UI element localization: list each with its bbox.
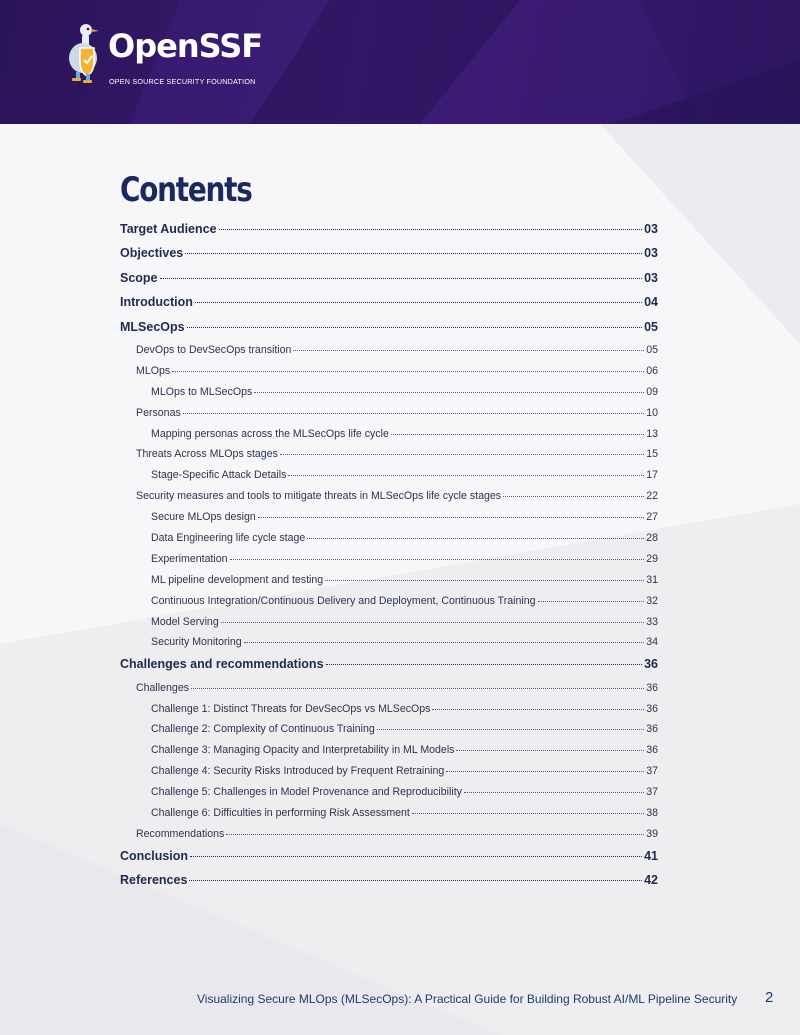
- logo-wordmark: OpenSSF: [108, 27, 263, 65]
- toc-entry[interactable]: [120, 807, 658, 828]
- toc-entry[interactable]: [120, 469, 658, 490]
- toc-entry-label: Stage-Specific Attack Details: [151, 469, 287, 482]
- toc-entry[interactable]: [120, 511, 658, 532]
- header-banner: [0, 0, 800, 124]
- toc-entry-label: Objectives: [120, 246, 184, 261]
- toc-entry-label: Security measures and tools to mitigate threats in MLSecOps life cycle stages: [136, 490, 502, 503]
- toc-entry[interactable]: [120, 873, 658, 897]
- toc-entry-page: 37: [646, 786, 658, 799]
- toc-entry[interactable]: [120, 723, 658, 744]
- toc-entry-label: Secure MLOps design: [151, 511, 256, 524]
- toc-entry[interactable]: [120, 365, 658, 386]
- toc-entry-page: 36: [646, 744, 658, 757]
- toc-leader-dots: [226, 834, 644, 835]
- toc-entry-label: Challenge 6: Difficulties in performing Risk Assessment: [151, 807, 410, 820]
- toc-entry-label: Model Serving: [151, 615, 219, 628]
- toc-leader-dots: [432, 709, 644, 710]
- toc-entry-page: 13: [646, 427, 658, 440]
- toc-entry-label: MLOps: [136, 364, 171, 377]
- toc-entry-page: 03: [644, 222, 658, 236]
- toc-entry-page: 05: [644, 319, 658, 334]
- table-of-contents: [120, 222, 658, 898]
- toc-entry[interactable]: [120, 490, 658, 511]
- toc-entry-page: 15: [646, 448, 658, 461]
- toc-entry-page: 36: [644, 657, 658, 672]
- toc-entry-label: Conclusion: [120, 848, 189, 863]
- logo-subtitle: OPEN SOURCE SECURITY FOUNDATION: [109, 77, 256, 86]
- toc-entry-label: Threats Across MLOps stages: [136, 448, 278, 461]
- toc-entry-label: Challenge 5: Challenges in Model Provenance and Reproducibility: [151, 786, 462, 799]
- toc-leader-dots: [230, 559, 645, 560]
- toc-entry-label: Challenges and recommendations: [120, 657, 324, 672]
- toc-entry[interactable]: [120, 428, 658, 449]
- toc-leader-dots: [160, 278, 643, 279]
- toc-entry[interactable]: [120, 295, 658, 319]
- toc-leader-dots: [244, 642, 645, 643]
- toc-entry-label: Recommendations: [136, 827, 225, 840]
- toc-leader-dots: [183, 413, 644, 414]
- toc-leader-dots: [254, 392, 644, 393]
- toc-entry-page: 36: [646, 723, 658, 736]
- toc-entry[interactable]: [120, 271, 658, 295]
- toc-entry[interactable]: [120, 744, 658, 765]
- toc-entry-page: 22: [646, 490, 658, 503]
- toc-leader-dots: [185, 253, 642, 254]
- toc-leader-dots: [446, 771, 644, 772]
- toc-entry[interactable]: [120, 344, 658, 365]
- toc-entry-label: Experimentation: [151, 552, 228, 565]
- toc-entry-label: ML pipeline development and testing: [151, 573, 324, 586]
- toc-entry-label: Introduction: [120, 295, 193, 310]
- toc-entry[interactable]: [120, 682, 658, 703]
- toc-entry-page: 03: [644, 270, 658, 285]
- openssf-logo[interactable]: [66, 22, 266, 92]
- toc-entry-page: 27: [646, 511, 658, 524]
- toc-leader-dots: [219, 229, 643, 230]
- toc-entry[interactable]: [120, 574, 658, 595]
- toc-entry-page: 38: [646, 807, 658, 820]
- toc-entry[interactable]: [120, 246, 658, 270]
- toc-entry-label: Challenge 3: Managing Opacity and Interpretability in ML Models: [151, 744, 455, 757]
- toc-entry[interactable]: [120, 657, 658, 681]
- toc-leader-dots: [377, 729, 644, 730]
- toc-leader-dots: [538, 601, 645, 602]
- toc-entry-label: Challenge 2: Complexity of Continuous Training: [151, 723, 375, 736]
- toc-entry[interactable]: [120, 407, 658, 428]
- toc-entry-page: 36: [646, 681, 658, 694]
- toc-entry[interactable]: [120, 765, 658, 786]
- toc-entry[interactable]: [120, 849, 658, 873]
- toc-entry[interactable]: [120, 386, 658, 407]
- toc-entry[interactable]: [120, 616, 658, 637]
- toc-entry-label: Scope: [120, 270, 158, 285]
- toc-entry-label: Target Audience: [120, 222, 217, 236]
- toc-entry-page: 34: [646, 636, 658, 649]
- page-title: Contents: [120, 170, 252, 210]
- toc-leader-dots: [187, 327, 642, 328]
- toc-entry-label: Challenges: [136, 681, 190, 694]
- toc-leader-dots: [191, 688, 644, 689]
- toc-entry-page: 28: [646, 531, 658, 544]
- toc-entry-page: 37: [646, 765, 658, 778]
- toc-entry[interactable]: [120, 703, 658, 724]
- toc-entry-label: Challenge 4: Security Risks Introduced by Frequent Retraining: [151, 765, 445, 778]
- toc-leader-dots: [307, 538, 644, 539]
- toc-leader-dots: [412, 813, 644, 814]
- toc-leader-dots: [325, 580, 644, 581]
- toc-entry-label: Security Monitoring: [151, 636, 242, 649]
- toc-leader-dots: [172, 371, 644, 372]
- toc-entry-page: 04: [644, 295, 658, 310]
- footer-page-number: 2: [765, 989, 774, 1006]
- toc-entry[interactable]: [120, 595, 658, 616]
- toc-entry-page: 03: [644, 246, 658, 261]
- toc-entry-page: 29: [646, 552, 658, 565]
- toc-leader-dots: [280, 454, 644, 455]
- toc-leader-dots: [258, 517, 644, 518]
- toc-entry-label: Continuous Integration/Continuous Delivery and Deployment, Continuous Training: [151, 594, 536, 607]
- toc-entry[interactable]: [120, 636, 658, 657]
- toc-entry-label: MLSecOps: [120, 319, 185, 334]
- toc-entry-page: 10: [646, 406, 658, 419]
- toc-entry-page: 42: [644, 873, 658, 888]
- toc-entry[interactable]: [120, 320, 658, 344]
- toc-entry[interactable]: [120, 222, 658, 246]
- toc-leader-dots: [326, 664, 643, 665]
- toc-leader-dots: [195, 302, 642, 303]
- toc-entry-label: Data Engineering life cycle stage: [151, 531, 306, 544]
- toc-entry-label: Personas: [136, 406, 181, 419]
- goose-shield-icon: [66, 22, 106, 84]
- toc-entry-label: Challenge 1: Distinct Threats for DevSecOps vs MLSecOps: [151, 702, 431, 715]
- footer-document-title: Visualizing Secure MLOps (MLSecOps): A Practical Guide for Building Robust AI/ML Pipeline Security: [197, 992, 738, 1006]
- toc-entry-page: 41: [644, 848, 658, 863]
- toc-leader-dots: [456, 750, 644, 751]
- toc-entry-page: 39: [646, 827, 658, 840]
- toc-leader-dots: [190, 856, 642, 857]
- toc-entry-page: 05: [646, 343, 658, 356]
- toc-entry-label: References: [120, 873, 188, 888]
- toc-entry-page: 33: [646, 615, 658, 628]
- toc-entry-page: 06: [646, 364, 658, 377]
- toc-entry-label: MLOps to MLSecOps: [151, 385, 253, 398]
- toc-entry-page: 36: [646, 702, 658, 715]
- toc-entry-page: 31: [646, 573, 658, 586]
- toc-leader-dots: [464, 792, 644, 793]
- toc-entry-page: 32: [646, 594, 658, 607]
- toc-leader-dots: [189, 880, 642, 881]
- toc-leader-dots: [391, 434, 644, 435]
- toc-entry-page: 09: [646, 385, 658, 398]
- toc-entry[interactable]: [120, 828, 658, 849]
- toc-entry[interactable]: [120, 448, 658, 469]
- toc-leader-dots: [293, 350, 644, 351]
- toc-entry[interactable]: [120, 532, 658, 553]
- toc-leader-dots: [288, 475, 644, 476]
- toc-entry[interactable]: [120, 553, 658, 574]
- toc-entry-label: Mapping personas across the MLSecOps life cycle: [151, 427, 389, 440]
- toc-leader-dots: [503, 496, 644, 497]
- toc-entry[interactable]: [120, 786, 658, 807]
- toc-entry-page: 17: [646, 469, 658, 482]
- toc-entry-label: DevOps to DevSecOps transition: [136, 343, 292, 356]
- toc-leader-dots: [221, 622, 644, 623]
